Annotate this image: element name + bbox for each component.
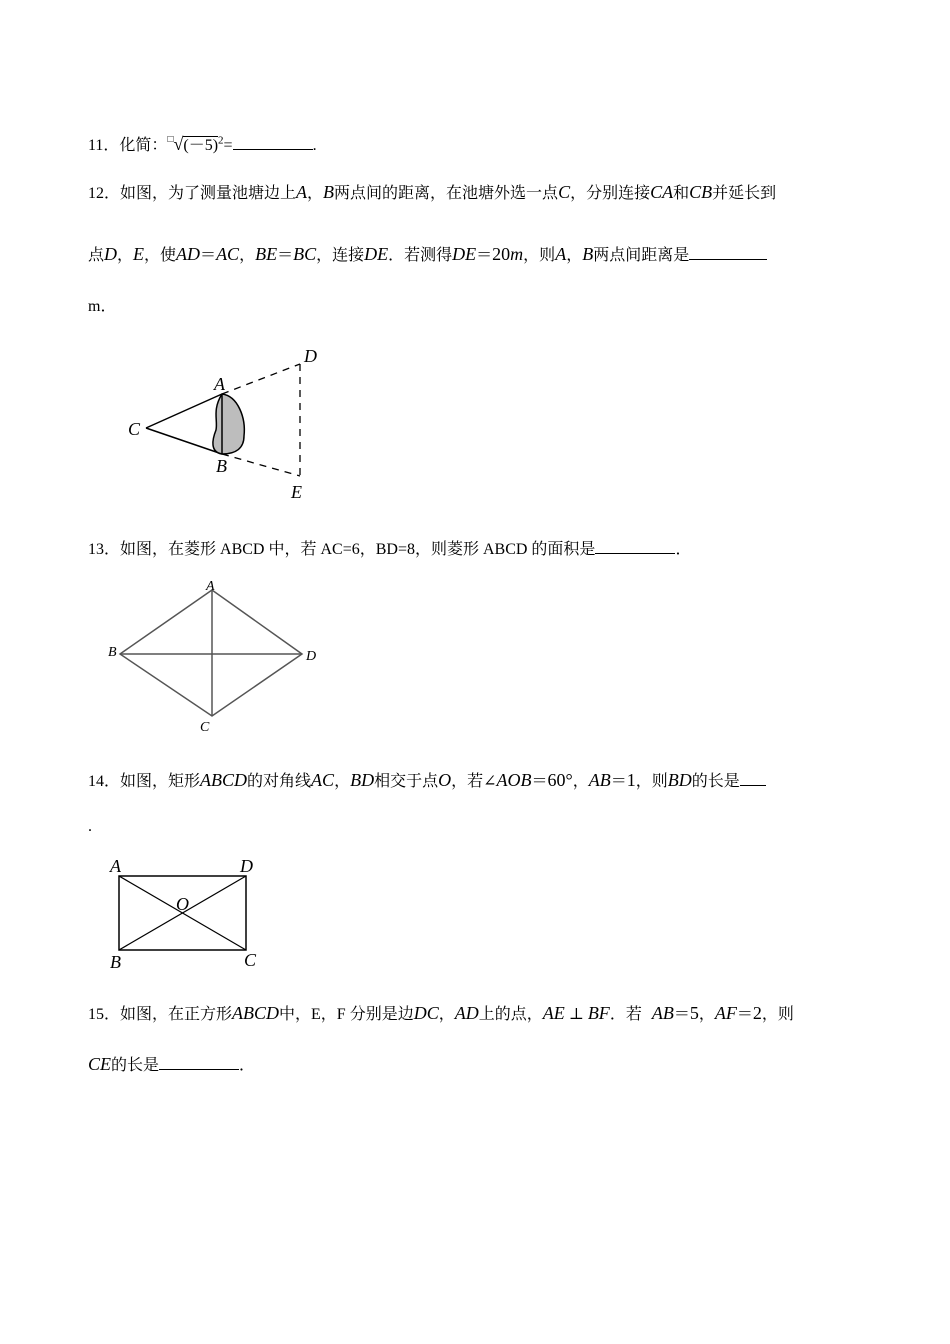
math-ad: AD — [454, 1003, 479, 1023]
math-e: E — [133, 244, 145, 264]
value-2: 2 — [752, 1003, 762, 1023]
label-a: A — [110, 856, 121, 876]
q14-text: 如图，矩形 — [120, 773, 201, 790]
label-e: E — [291, 482, 302, 502]
value-1: 1 — [626, 770, 636, 790]
q12-text: 如图，为了测量池塘边上 — [120, 185, 297, 202]
math-abcd: ABCD — [200, 770, 248, 790]
equals: ＝ — [610, 773, 627, 790]
q12-line-3 — [88, 293, 116, 316]
q12-number: 12． — [88, 185, 121, 202]
value-60-degrees: 60° — [547, 770, 573, 790]
math-bd: BD — [350, 770, 375, 790]
q12-text: 两点间距离是 — [593, 247, 690, 264]
math-aob: AOB — [496, 770, 532, 790]
label-a: A — [214, 374, 225, 394]
punct: ， — [334, 773, 351, 790]
q12-answer-blank — [689, 243, 767, 260]
equals: ＝ — [531, 773, 548, 790]
equals: ＝ — [476, 247, 493, 264]
q13-figure-rhombus — [100, 576, 330, 736]
q11-line — [88, 132, 317, 155]
math-de: DE — [452, 244, 477, 264]
math-c: C — [558, 182, 571, 202]
q15-period: ． — [239, 1057, 256, 1074]
label-b: B — [216, 456, 227, 476]
q15-text: ，则 — [761, 1006, 794, 1023]
punct: ， — [117, 247, 134, 264]
q12-text: 和 — [673, 185, 690, 202]
q13-answer-blank — [595, 537, 675, 554]
equals: ＝ — [200, 247, 217, 264]
math-ac: AC — [216, 244, 240, 264]
math-ce: CE — [88, 1054, 112, 1074]
math-d: D — [104, 244, 118, 264]
q12-figure-pond — [120, 340, 340, 505]
punct: ， — [698, 1006, 715, 1023]
q15-text: 如图，在正方形 — [120, 1006, 233, 1023]
q12-text: ．若测得 — [388, 247, 453, 264]
math-abcd: ABCD — [232, 1003, 280, 1023]
q14-answer-blank — [740, 769, 766, 786]
q15-answer-blank — [159, 1053, 239, 1070]
q11-number: 11． — [88, 137, 120, 154]
q14-text: 相交于点 — [374, 773, 439, 790]
math-cb: CB — [689, 182, 713, 202]
math-bf: BF — [587, 1003, 610, 1023]
line-ad-dashed — [222, 364, 300, 394]
equals: ＝ — [277, 247, 294, 264]
punct: ， — [566, 247, 583, 264]
q12-text: ，连接 — [316, 247, 365, 264]
q15-text: ．若 — [609, 1006, 642, 1023]
math-ad: AD — [176, 244, 201, 264]
label-c: C — [200, 720, 210, 735]
q14-number: 14． — [88, 773, 121, 790]
q14-text: ，若 — [451, 773, 484, 790]
label-d: D — [304, 346, 317, 366]
math-af: AF — [714, 1003, 737, 1023]
q12-text: 并延长到 — [712, 185, 777, 202]
q12-line-2 — [88, 242, 767, 265]
math-ae: AE — [542, 1003, 565, 1023]
q11-equals: = — [223, 137, 233, 154]
q11-text: 化简： — [119, 137, 168, 154]
label-d: D — [240, 856, 253, 876]
q11-radicand: (－5) — [183, 137, 219, 154]
math-be: BE — [255, 244, 278, 264]
math-ca: CA — [650, 182, 674, 202]
line-be-dashed — [222, 454, 300, 476]
punct: ， — [572, 773, 589, 790]
equals: ＝ — [736, 1006, 753, 1023]
q14-line-2 — [88, 818, 92, 836]
q14-text: 的长是 — [691, 773, 740, 790]
unit-m: m — [510, 244, 524, 264]
label-b: B — [108, 645, 117, 660]
q14-text: 的对角线 — [247, 773, 312, 790]
math-a: A — [555, 244, 567, 264]
q12-text: ，使 — [144, 247, 177, 264]
math-de: DE — [364, 244, 389, 264]
angle-icon: ∠ — [483, 773, 497, 790]
math-ab: AB — [651, 1003, 674, 1023]
math-ac: AC — [311, 770, 335, 790]
q11-answer-blank — [233, 133, 313, 150]
q13-period: ． — [675, 541, 692, 558]
line-cb — [146, 428, 222, 454]
punct: ， — [307, 185, 324, 202]
q14-figure-rectangle — [104, 852, 274, 972]
label-c: C — [244, 950, 257, 970]
math-ab: AB — [588, 770, 611, 790]
q15-text: 上的点， — [478, 1006, 543, 1023]
q15-line-1 — [88, 1001, 794, 1024]
q13-text: 如图，在菱形 ABCD 中，若 AC=6，BD=8，则菱形 ABCD 的面积是 — [120, 541, 596, 558]
pond-shape — [213, 394, 244, 454]
equals: ＝ — [673, 1006, 690, 1023]
sqrt-sign-icon: √ — [173, 134, 184, 154]
value-20: 20 — [492, 244, 511, 264]
label-b: B — [110, 952, 121, 972]
q12-line-1 — [88, 180, 776, 203]
math-a: A — [296, 182, 308, 202]
q13-line — [88, 536, 691, 559]
q12-text: m． — [88, 298, 117, 315]
q11-period: . — [312, 137, 317, 154]
q12-text: ，则 — [523, 247, 556, 264]
rhombus-abcd — [120, 590, 302, 716]
q15-line-2 — [88, 1052, 255, 1075]
q14-line-1 — [88, 768, 766, 791]
label-c: C — [128, 419, 141, 439]
punct: ， — [239, 247, 256, 264]
q12-text: 两点间的距离，在池塘外选一点 — [334, 185, 559, 202]
math-b: B — [323, 182, 335, 202]
math-bc: BC — [293, 244, 317, 264]
math-b: B — [582, 244, 594, 264]
punct: ， — [438, 1006, 455, 1023]
q15-number: 15． — [88, 1006, 121, 1023]
math-o: O — [438, 770, 452, 790]
q12-text: 点 — [88, 247, 105, 264]
q11-exponent: 2 — [218, 134, 224, 147]
q15-text: 中，E，F 分别是边 — [279, 1006, 414, 1023]
math-bd: BD — [667, 770, 692, 790]
line-ca — [146, 394, 222, 428]
perpendicular-icon: ⊥ — [568, 1006, 584, 1023]
math-dc: DC — [413, 1003, 439, 1023]
q14-text: ，则 — [635, 773, 668, 790]
q12-text: ，分别连接 — [570, 185, 651, 202]
label-a: A — [206, 579, 215, 594]
q13-number: 13． — [88, 541, 121, 558]
label-o: O — [176, 894, 189, 914]
q14-period: . — [88, 818, 92, 835]
value-5: 5 — [689, 1003, 699, 1023]
label-d: D — [306, 649, 317, 664]
root-index-placeholder: □ — [167, 134, 174, 145]
q15-text: 的长是 — [111, 1057, 160, 1074]
